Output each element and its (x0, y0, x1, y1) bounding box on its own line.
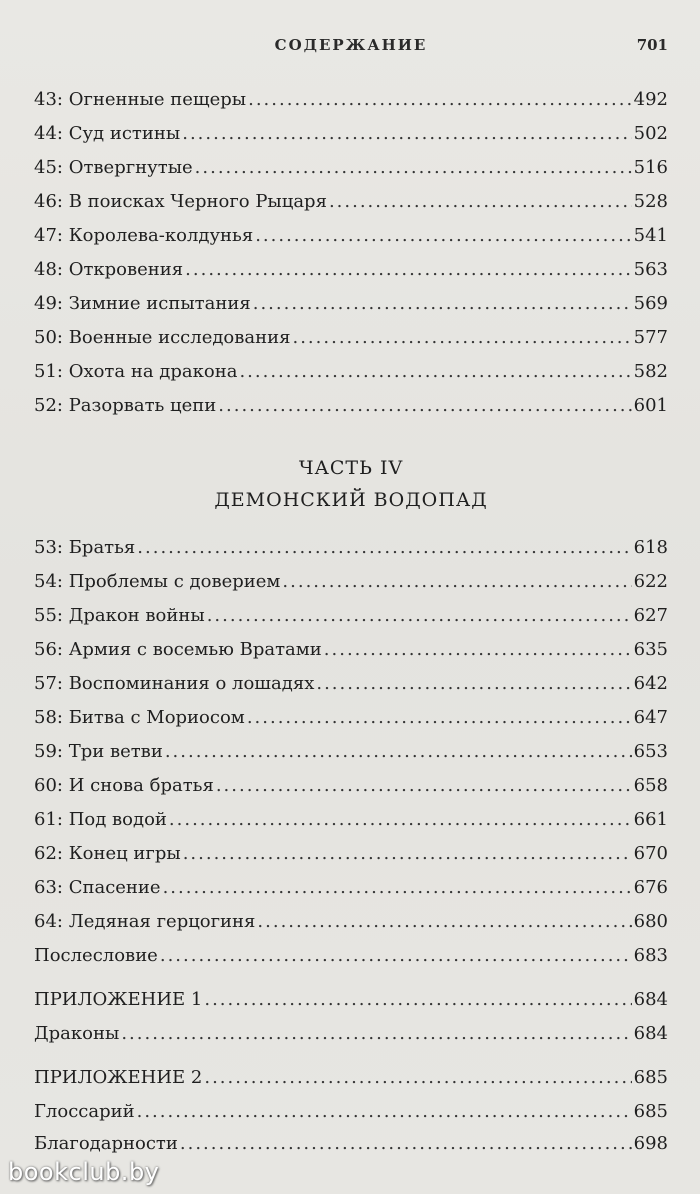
toc-entry (34, 358, 668, 386)
dot-leader (204, 986, 631, 1014)
toc-entry (34, 908, 668, 936)
toc-entry-page: 685 (633, 1067, 668, 1088)
toc-entry (34, 704, 668, 732)
toc-entry (34, 290, 668, 318)
toc-entry-page: 582 (633, 361, 668, 382)
toc-entry (34, 256, 668, 284)
toc-entry (34, 188, 668, 216)
dot-leader (216, 772, 632, 800)
toc-entry-page: 577 (633, 327, 668, 348)
toc-entry-label: Драконы (34, 1023, 120, 1044)
toc-entry-page: 661 (633, 809, 668, 830)
toc-entry-label: 55: Дракон войны (34, 605, 205, 626)
toc-entry-label: 53: Братья (34, 537, 136, 558)
toc-entry-label: 60: И снова братья (34, 775, 214, 796)
toc-entry-label: 62: Конец игры (34, 843, 181, 864)
toc-entry (34, 738, 668, 766)
toc-entry-page: 698 (633, 1133, 668, 1154)
toc-entry (34, 1020, 668, 1048)
toc-entry-label: 49: Зимние испытания (34, 293, 251, 314)
toc-entry-page: 653 (633, 741, 668, 762)
dot-leader (239, 358, 631, 386)
toc-entry (34, 120, 668, 148)
toc-entry (34, 222, 668, 250)
toc-entry-page: 622 (633, 571, 668, 592)
part-title: ДЕМОНСКИЙ ВОДОПАД (214, 489, 488, 511)
dot-leader (183, 840, 632, 868)
dot-leader (292, 324, 631, 352)
dot-leader (247, 704, 632, 732)
toc-entry-label: 64: Ледяная герцогиня (34, 911, 256, 932)
dot-leader (316, 670, 631, 698)
dot-leader (180, 1130, 632, 1158)
dot-leader (163, 874, 632, 902)
toc-entry-label: 46: В поисках Черного Рыцаря (34, 191, 327, 212)
toc-entry-label: 61: Под водой (34, 809, 167, 830)
toc-entry (34, 1098, 668, 1126)
dot-leader (253, 290, 632, 318)
dot-leader (329, 188, 632, 216)
toc-entry-page: 684 (633, 989, 668, 1010)
toc-entry-page: 647 (633, 707, 668, 728)
toc-entry-page: 627 (633, 605, 668, 626)
toc-entry-label: 56: Армия с восемью Вратами (34, 639, 322, 660)
toc-entry-label: 52: Разорвать цепи (34, 395, 217, 416)
toc-entry (34, 392, 668, 420)
dot-leader (121, 1020, 631, 1048)
dot-leader (185, 256, 631, 284)
toc-entry-label: 50: Военные исследования (34, 327, 291, 348)
toc-entry-label: 59: Три ветви (34, 741, 163, 762)
toc-entry (34, 1130, 668, 1158)
toc-entry-page: 670 (633, 843, 668, 864)
toc-entry-label: 63: Спасение (34, 877, 161, 898)
toc-entry-label: 48: Откровения (34, 259, 184, 280)
toc-entry (34, 874, 668, 902)
toc-entry (34, 86, 668, 114)
toc-entry-label: Послесловие (34, 945, 158, 966)
dot-leader (218, 392, 631, 420)
dot-leader (165, 738, 632, 766)
toc-entry (34, 636, 668, 664)
toc-entry-label: 58: Битва с Мориосом (34, 707, 245, 728)
toc-entry (34, 806, 668, 834)
toc-entry-page: 563 (633, 259, 668, 280)
toc-entry-label: 43: Огненные пещеры (34, 89, 247, 110)
toc-entry-page: 601 (633, 395, 668, 416)
header-title: СОДЕРЖАНИЕ (274, 36, 428, 54)
toc-entry-page: 658 (633, 775, 668, 796)
dot-leader (204, 1064, 631, 1092)
toc-entry-page: 642 (633, 673, 668, 694)
toc-entry-page: 683 (633, 945, 668, 966)
dot-leader (248, 86, 632, 114)
toc-entry-page: 516 (633, 157, 668, 178)
toc-entry-page: 618 (633, 537, 668, 558)
toc-entry-label: 45: Отвергнутые (34, 157, 193, 178)
toc-entry-label: 57: Воспоминания о лошадях (34, 673, 315, 694)
toc-entry-page: 684 (633, 1023, 668, 1044)
toc-entry (34, 568, 668, 596)
running-header (34, 36, 668, 60)
toc-entry-page: 635 (633, 639, 668, 660)
toc-entry-label: 47: Королева-колдунья (34, 225, 254, 246)
dot-leader (195, 154, 632, 182)
toc-entry-page: 569 (633, 293, 668, 314)
watermark-logo: bookclub.by (8, 1158, 160, 1186)
toc-entry-label: 54: Проблемы с доверием (34, 571, 281, 592)
toc-entry-appendix (34, 1064, 668, 1092)
dot-leader (137, 534, 631, 562)
toc-entry-page: 680 (633, 911, 668, 932)
toc-entry-label: ПРИЛОЖЕНИЕ 2 (34, 1067, 203, 1088)
toc-entry-page: 541 (633, 225, 668, 246)
toc-entry (34, 670, 668, 698)
header-page-number: 701 (636, 36, 668, 54)
dot-leader (257, 908, 631, 936)
toc-entry-label: 51: Охота на дракона (34, 361, 238, 382)
toc-entry-page: 685 (633, 1101, 668, 1122)
toc-entry-page: 676 (633, 877, 668, 898)
toc-entry-appendix (34, 986, 668, 1014)
dot-leader (169, 806, 632, 834)
toc-entry (34, 154, 668, 182)
toc-entry-label: Благодарности (34, 1133, 178, 1154)
part-heading: ЧАСТЬ IV (298, 457, 404, 479)
toc-entry-label: 44: Суд истины (34, 123, 181, 144)
dot-leader (324, 636, 632, 664)
toc-entry (34, 840, 668, 868)
dot-leader (137, 1098, 632, 1126)
dot-leader (182, 120, 631, 148)
toc-entry (34, 324, 668, 352)
dot-leader (207, 602, 632, 630)
toc-entry-page: 492 (633, 89, 668, 110)
toc-entry (34, 772, 668, 800)
toc-entry-label: ПРИЛОЖЕНИЕ 1 (34, 989, 203, 1010)
dot-leader (255, 222, 631, 250)
toc-entry (34, 602, 668, 630)
dot-leader (160, 942, 632, 970)
toc-entry (34, 942, 668, 970)
toc-entry-page: 528 (633, 191, 668, 212)
toc-entry-page: 502 (633, 123, 668, 144)
toc-entry (34, 534, 668, 562)
dot-leader (282, 568, 631, 596)
toc-entry-label: Глоссарий (34, 1101, 135, 1122)
